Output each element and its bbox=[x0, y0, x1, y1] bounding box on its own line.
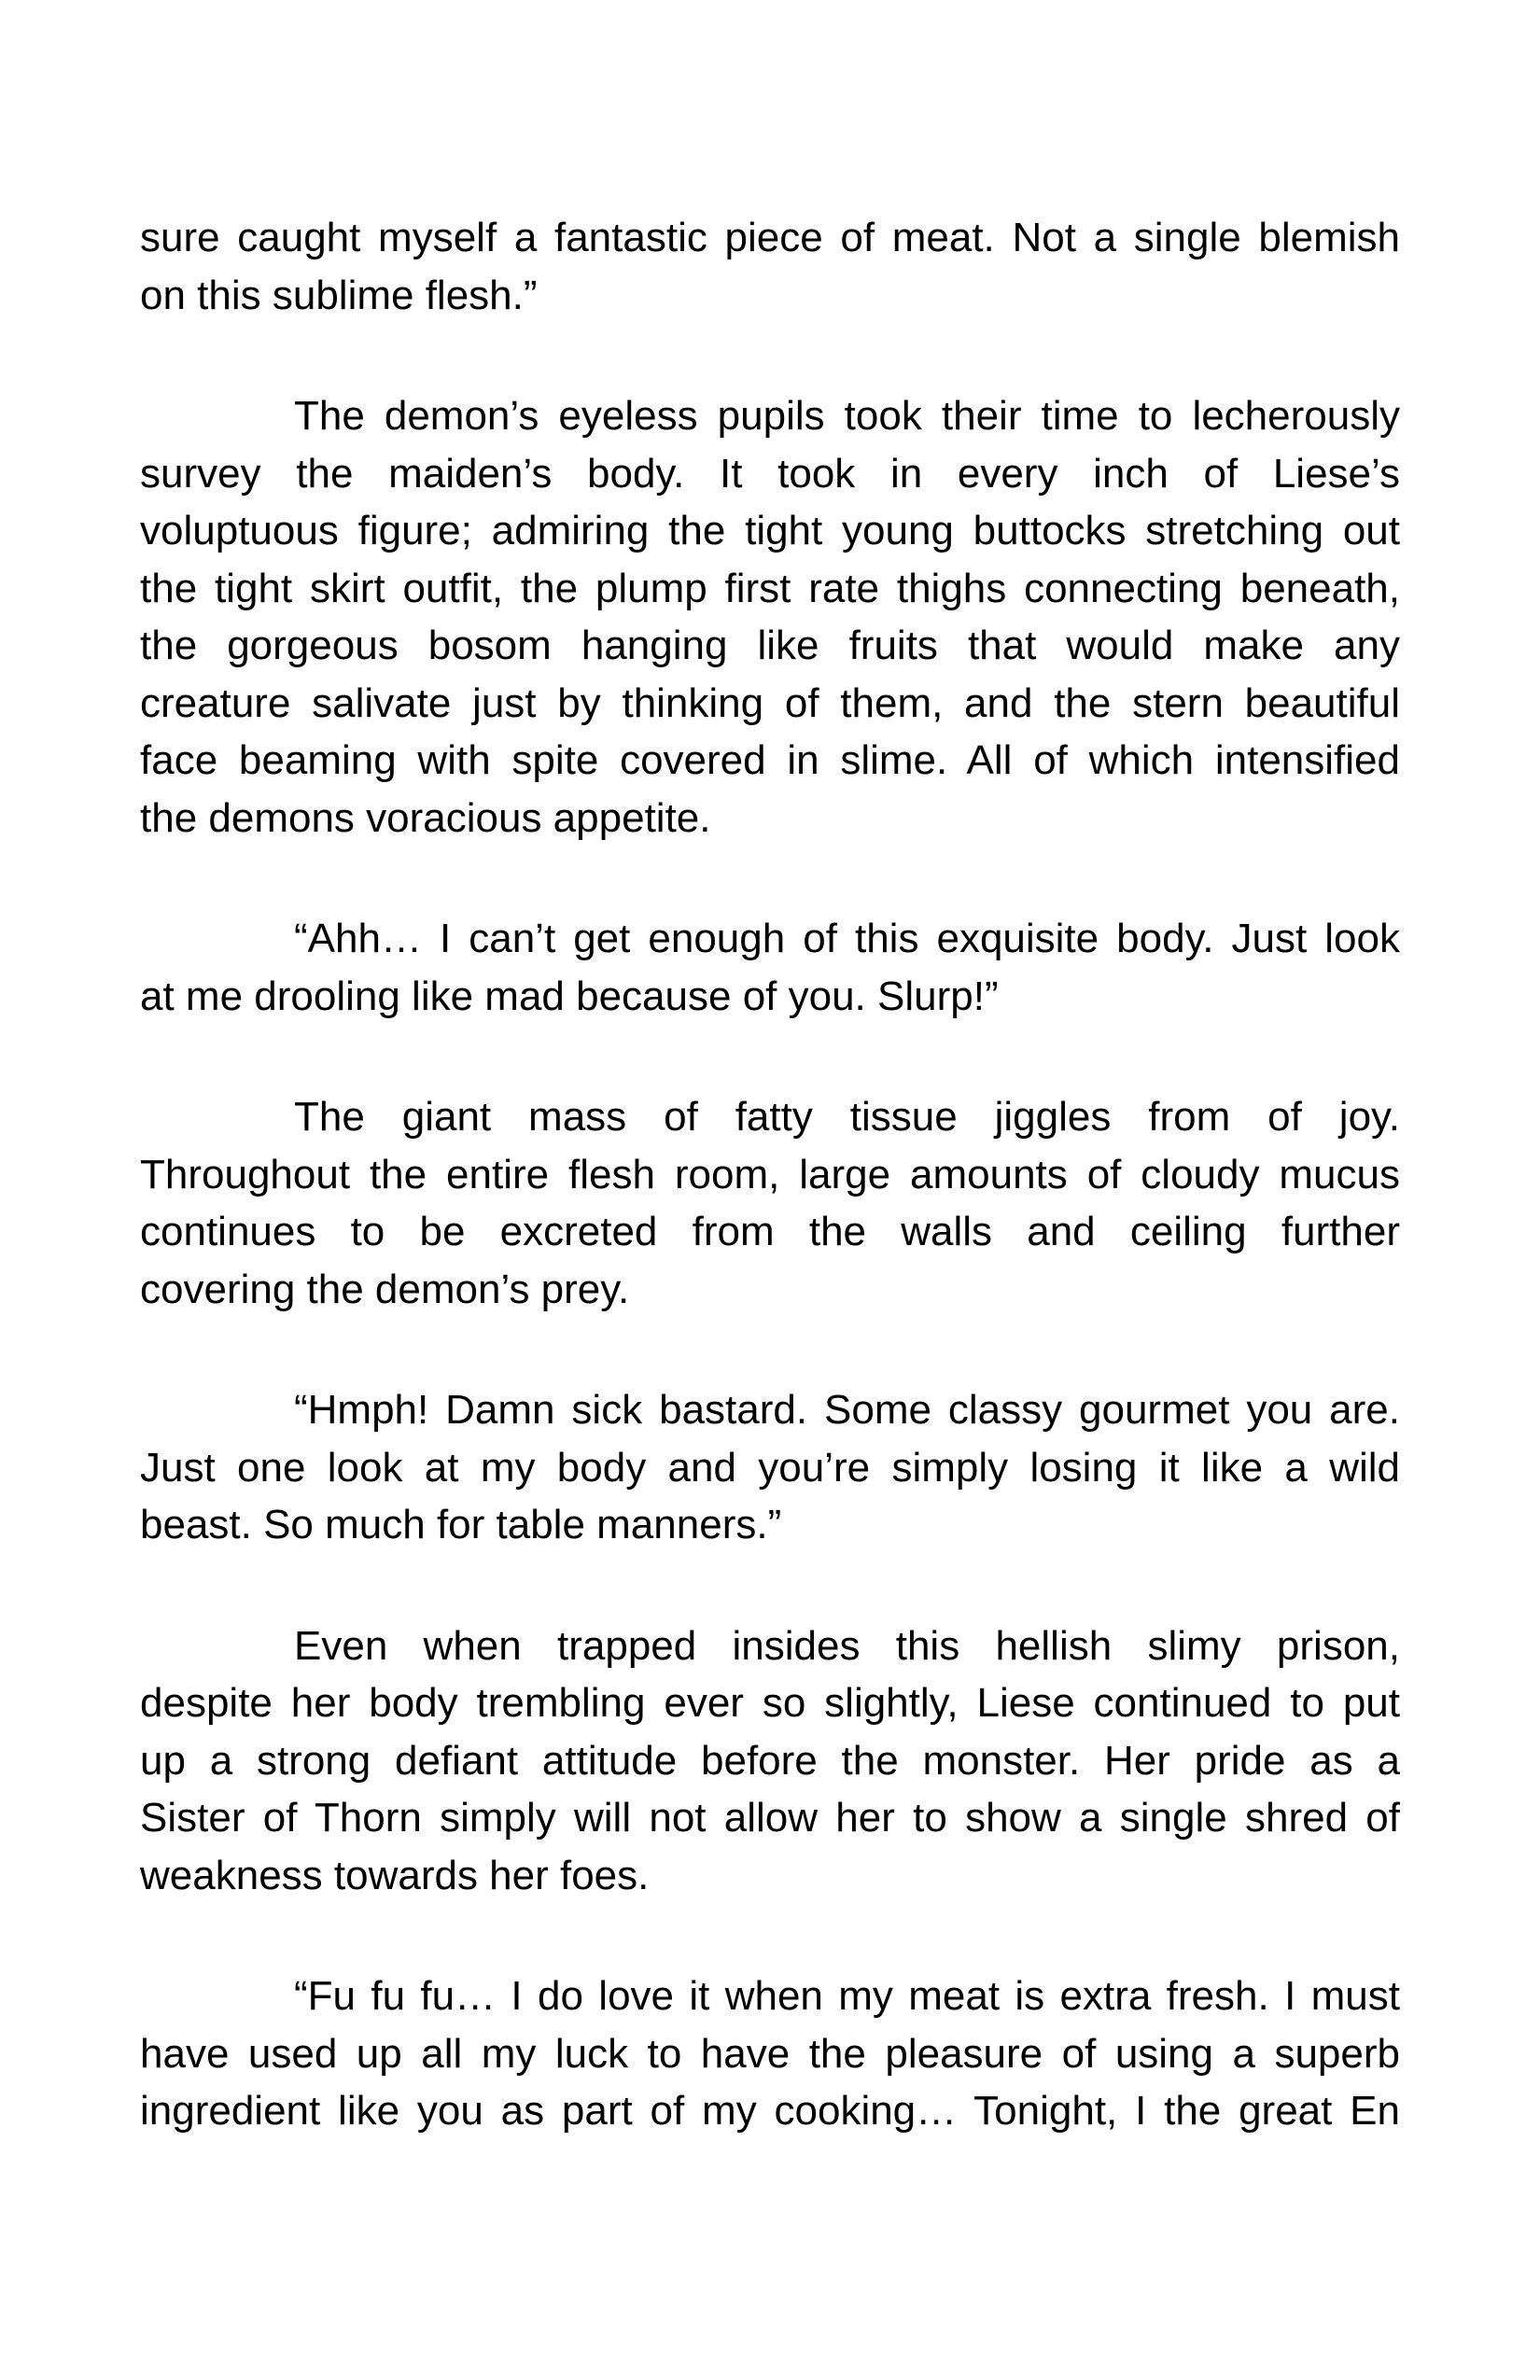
text-line: at me drooling like mad because of you. Slurp!” bbox=[140, 973, 999, 1019]
text-line: continues to be excreted from the walls and ceiling further bbox=[140, 1209, 1400, 1254]
text-line: Throughout the entire flesh room, large amounts of cloudy mucus bbox=[140, 1151, 1400, 1197]
text-line: sure caught myself a fantastic piece of meat. Not a single blemish bbox=[140, 215, 1400, 260]
text-line: have used up all my luck to have the pleasure of using a superb bbox=[140, 2030, 1400, 2077]
paragraph bbox=[140, 1967, 1400, 2140]
text-line: on this sublime flesh.” bbox=[140, 272, 538, 318]
text-line: covering the demon’s prey. bbox=[140, 1266, 630, 1312]
paragraph bbox=[140, 387, 1400, 847]
text-line: Even when trapped insides this hellish slimy prison, bbox=[294, 1622, 1400, 1669]
paragraph bbox=[140, 1381, 1400, 1554]
paragraph bbox=[140, 910, 1400, 1025]
text-line: “Ahh… I can’t get enough of this exquisite body. Just look bbox=[294, 916, 1400, 961]
text-line: beast. So much for table manners.” bbox=[140, 1502, 782, 1547]
paragraph bbox=[140, 1617, 1400, 1905]
text-line: Just one look at my body and you’re simply losing it like a wild bbox=[140, 1444, 1400, 1491]
text-line: The giant mass of fatty tissue jiggles from of joy. bbox=[294, 1094, 1400, 1140]
paragraph bbox=[140, 1088, 1400, 1318]
text-line: the tight skirt outfit, the plump first rate thighs connecting beneath, bbox=[140, 565, 1400, 611]
text-line: “Hmph! Damn sick bastard. Some classy gourmet you are. bbox=[294, 1387, 1400, 1433]
text-line: “Fu fu fu… I do love it when my meat is extra fresh. I must bbox=[294, 1973, 1400, 2019]
text-line: the demons voracious appetite. bbox=[140, 794, 711, 841]
paragraph bbox=[140, 209, 1400, 324]
text-line: creature salivate just by thinking of them, and the stern beautiful bbox=[140, 679, 1400, 726]
text-line: face beaming with spite covered in slime. All of which intensified bbox=[140, 737, 1400, 783]
text-line: Sister of Thorn simply will not allow her to show a single shred of bbox=[140, 1795, 1400, 1841]
text-line: The demon’s eyeless pupils took their time to lecherously bbox=[294, 393, 1400, 439]
text-line: despite her body trembling ever so slightly, Liese continued to put bbox=[140, 1680, 1400, 1726]
text-line: weakness towards her foes. bbox=[140, 1852, 650, 1898]
text-line: survey the maiden’s body. It took in every inch of Liese’s bbox=[140, 450, 1400, 497]
document-body bbox=[140, 209, 1400, 2204]
text-line: voluptuous figure; admiring the tight young buttocks stretching out bbox=[140, 508, 1400, 553]
text-line: ingredient like you as part of my cooking… Tonight, I the great En bbox=[140, 2088, 1400, 2134]
text-line: the gorgeous bosom hanging like fruits that would make any bbox=[140, 623, 1400, 668]
text-line: up a strong defiant attitude before the monster. Her pride as a bbox=[140, 1737, 1400, 1784]
